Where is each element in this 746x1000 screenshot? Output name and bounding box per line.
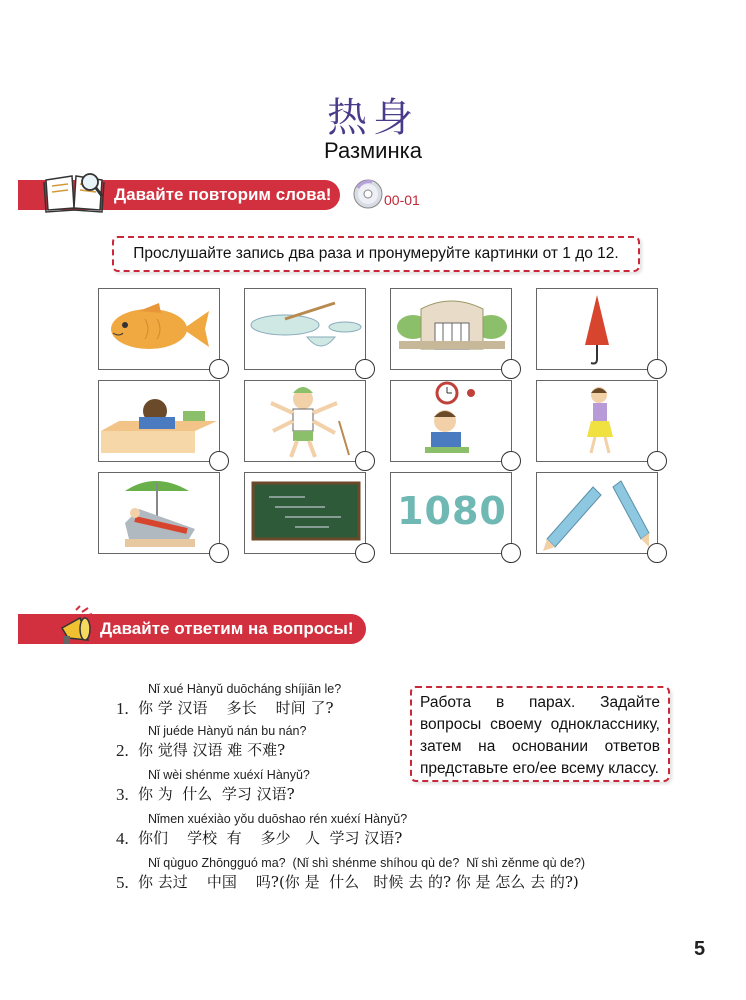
question-number: 1. xyxy=(116,699,129,718)
umbrella-icon xyxy=(537,289,659,371)
audio-cd-icon[interactable] xyxy=(352,178,384,214)
number-circle[interactable] xyxy=(501,543,521,563)
picture-sleeping-student xyxy=(98,380,220,462)
picture-umbrella xyxy=(536,288,658,370)
pair-work-text: Работа в парах. Задайте вопросы своему однокласснику, затем на основании ответов представьте его/ее всему классу. xyxy=(420,694,660,777)
page-number: 5 xyxy=(694,938,706,960)
number-circle[interactable] xyxy=(355,359,375,379)
question-number: 4. xyxy=(116,829,129,848)
school-gate-icon xyxy=(391,289,513,371)
pair-work-box xyxy=(410,686,670,782)
number-circle[interactable] xyxy=(647,359,667,379)
number-circle[interactable] xyxy=(209,451,229,471)
instruction-box xyxy=(112,236,640,272)
question-hanzi: 你 觉得 汉语 难 不难? xyxy=(138,741,286,759)
picture-grid xyxy=(98,288,660,554)
question-hanzi: 你 去过 中国 吗?(你 是 什么 时候 去 的? 你 是 怎么 去 的?) xyxy=(138,873,579,891)
picture-school-gate xyxy=(390,288,512,370)
question-hanzi: 你们 学校 有 多少 人 学习 汉语? xyxy=(138,829,403,847)
pencils-icon xyxy=(537,473,659,555)
question-number: 5. xyxy=(116,873,129,892)
blackboard-icon xyxy=(245,473,367,555)
sunbathing-icon xyxy=(99,473,221,555)
question-hanzi: 你 学 汉语 多长 时间 了? xyxy=(138,699,334,717)
busy-boy-icon xyxy=(245,381,367,463)
question-number: 3. xyxy=(116,785,129,804)
instruction-text: Прослушайте запись два раза и пронумеруйте картинки от 1 до 12. xyxy=(133,245,619,262)
picture-busy-boy xyxy=(244,380,366,462)
picture-girl-walking xyxy=(536,380,658,462)
picture-sunbathing xyxy=(98,472,220,554)
tea-set-icon xyxy=(245,289,367,371)
audio-track-label: 00-01 xyxy=(384,192,420,208)
picture-fish xyxy=(98,288,220,370)
number-circle[interactable] xyxy=(209,359,229,379)
megaphone-icon xyxy=(58,604,102,654)
section-banner-label: Давайте повторим слова! xyxy=(114,185,332,204)
question-number: 2. xyxy=(116,741,129,760)
number-circle[interactable] xyxy=(647,543,667,563)
picture-pencils xyxy=(536,472,658,554)
number-circle[interactable] xyxy=(501,359,521,379)
girl-walking-icon xyxy=(537,381,659,463)
picture-tea-set xyxy=(244,288,366,370)
question-pinyin: Nǐ juéde Hànyǔ nán bu nán? xyxy=(148,724,307,738)
number-icon: 1080 xyxy=(397,489,507,533)
open-book-icon xyxy=(42,168,106,218)
picture-boy-with-clock xyxy=(390,380,512,462)
number-circle[interactable] xyxy=(647,451,667,471)
picture-number xyxy=(390,472,512,554)
picture-blackboard xyxy=(244,472,366,554)
sleeping-student-icon xyxy=(99,381,221,463)
number-circle[interactable] xyxy=(355,543,375,563)
question-hanzi: 你 为 什么 学习 汉语? xyxy=(138,785,295,803)
section-banner-label: Давайте ответим на вопросы! xyxy=(100,619,354,638)
number-circle[interactable] xyxy=(355,451,375,471)
page-title-chinese: 热身 xyxy=(327,95,419,141)
page-title-russian: Разминка xyxy=(324,138,422,163)
question-pinyin: Nǐ qùguo Zhōngguó ma? (Nǐ shì shénme shíhou qù de? Nǐ shì zěnme qù de?) xyxy=(148,856,586,870)
question-pinyin: Nǐmen xuéxiào yǒu duōshao rén xuéxí Hànyǔ? xyxy=(148,812,408,826)
question-pinyin: Nǐ xué Hànyǔ duōcháng shíjiān le? xyxy=(148,682,342,696)
fish-icon xyxy=(99,289,221,371)
number-circle[interactable] xyxy=(209,543,229,563)
boy-with-clock-icon xyxy=(391,381,513,463)
number-circle[interactable] xyxy=(501,451,521,471)
question-pinyin: Nǐ wèi shénme xuéxí Hànyǔ? xyxy=(148,768,310,782)
